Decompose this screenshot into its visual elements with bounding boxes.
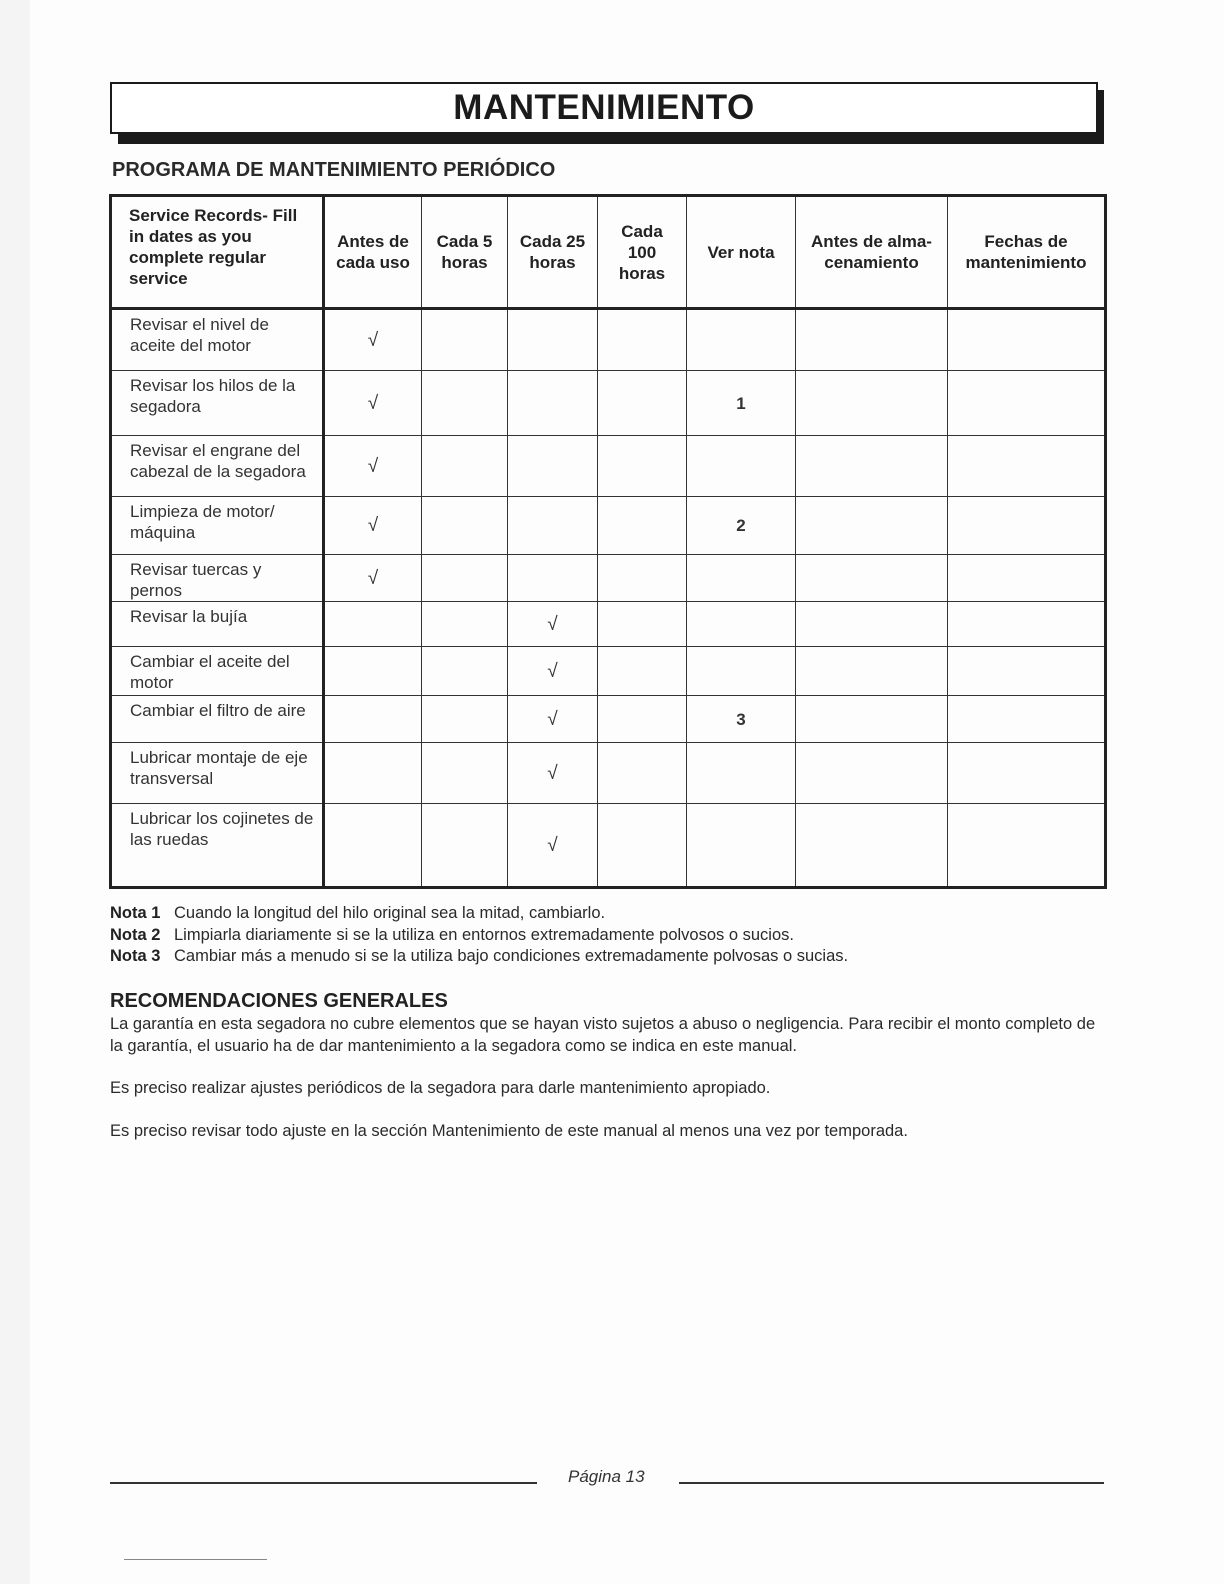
- date-entry-cell[interactable]: [948, 696, 1106, 743]
- task-cell: Cambiar el filtro de aire: [111, 696, 324, 743]
- table-row: [111, 743, 1106, 804]
- check-cell: [422, 743, 508, 804]
- check-cell: [598, 309, 687, 371]
- check-cell: [422, 555, 508, 602]
- table-row: [111, 436, 1106, 497]
- check-cell: [796, 371, 948, 436]
- task-cell: Lubricar los cojinetes de las ruedas: [111, 804, 324, 888]
- check-cell: √: [324, 371, 422, 436]
- check-cell: [796, 309, 948, 371]
- task-cell: Revisar la bujía: [111, 602, 324, 647]
- check-cell: [598, 555, 687, 602]
- recommendations-title: RECOMENDACIONES GENERALES: [110, 990, 448, 1012]
- task-cell: Revisar tuercas y pernos: [111, 555, 324, 602]
- header-antes-de-almacenamiento-label: Antes de alma- cenamiento: [811, 232, 932, 272]
- note-3-label: Nota 3: [110, 947, 161, 965]
- header-antes-de-cada-uso-label: Antes de cada uso: [336, 232, 410, 272]
- note-1: [110, 903, 848, 925]
- check-cell: [598, 602, 687, 647]
- note-1-label: Nota 1: [110, 904, 161, 922]
- check-cell: √: [324, 436, 422, 497]
- note-3-text: Cambiar más a menudo si se la utiliza bajo condiciones extremadamente polvosas o sucias.: [174, 947, 849, 965]
- table-row: [111, 371, 1106, 436]
- check-cell: [422, 436, 508, 497]
- task-cell: Limpieza de motor/ máquina: [111, 497, 324, 555]
- note-2-label: Nota 2: [110, 925, 161, 944]
- check-cell: [796, 497, 948, 555]
- note-ref-cell: [687, 804, 796, 888]
- check-cell: [598, 371, 687, 436]
- date-entry-cell[interactable]: [948, 436, 1106, 497]
- table-body: [111, 309, 1106, 888]
- check-cell: [508, 497, 598, 555]
- note-ref-cell: [687, 602, 796, 647]
- table-row: [111, 555, 1106, 602]
- check-cell: [796, 602, 948, 647]
- maintenance-schedule-table: [109, 194, 1107, 889]
- header-ver-nota: Ver nota: [687, 196, 796, 309]
- header-cada-5-horas-label: Cada 5 horas: [436, 232, 493, 272]
- date-entry-cell[interactable]: [948, 647, 1106, 696]
- header-service-records: Service Records- Fill in dates as you complete regular service: [111, 196, 324, 309]
- check-cell: [598, 436, 687, 497]
- table-row: [111, 309, 1106, 371]
- check-cell: √: [508, 696, 598, 743]
- check-cell: √: [508, 804, 598, 888]
- check-cell: [422, 804, 508, 888]
- table-row: [111, 804, 1106, 888]
- check-cell: [422, 309, 508, 371]
- check-cell: [422, 497, 508, 555]
- table-row: [111, 696, 1106, 743]
- check-cell: √: [324, 555, 422, 602]
- check-cell: [796, 647, 948, 696]
- check-cell: √: [508, 647, 598, 696]
- table-row: [111, 497, 1106, 555]
- task-cell: Lubricar montaje de eje transversal: [111, 743, 324, 804]
- date-entry-cell[interactable]: [948, 497, 1106, 555]
- section-title: PROGRAMA DE MANTENIMIENTO PERIÓDICO: [112, 159, 556, 181]
- recommendations-paragraph-1: La garantía en esta segadora no cubre elementos que se hayan visto sujetos a abuso o negligencia. Para recibir el monto completo de la garantía, el usuario ha de dar mantenimiento a la segadora como se indica en este manual.: [110, 1015, 1096, 1055]
- page-title: MANTENIMIENTO: [453, 88, 755, 127]
- check-cell: [598, 497, 687, 555]
- check-cell: [598, 804, 687, 888]
- date-entry-cell[interactable]: [948, 309, 1106, 371]
- header-cada-5-horas: [422, 196, 508, 309]
- table-row: [111, 602, 1106, 647]
- note-3: [110, 946, 848, 968]
- check-cell: √: [324, 309, 422, 371]
- check-cell: [324, 743, 422, 804]
- check-cell: [796, 804, 948, 888]
- note-ref-cell: [687, 743, 796, 804]
- check-cell: [324, 602, 422, 647]
- check-cell: [796, 696, 948, 743]
- date-entry-cell[interactable]: [948, 804, 1106, 888]
- task-cell: Cambiar el aceite del motor: [111, 647, 324, 696]
- table-header-row: [111, 196, 1106, 309]
- date-entry-cell[interactable]: [948, 555, 1106, 602]
- check-cell: √: [508, 602, 598, 647]
- header-antes-de-almacenamiento: [796, 196, 948, 309]
- check-cell: [796, 555, 948, 602]
- check-cell: [422, 371, 508, 436]
- footer-rule-left: [110, 1482, 537, 1484]
- header-fechas-de-mantenimiento-label: Fechas de mantenimiento: [965, 232, 1087, 272]
- check-cell: [598, 743, 687, 804]
- check-cell: [324, 696, 422, 743]
- check-cell: [508, 436, 598, 497]
- check-cell: [796, 743, 948, 804]
- date-entry-cell[interactable]: [948, 602, 1106, 647]
- header-cada-25-horas-label: Cada 25 horas: [519, 232, 586, 272]
- table-row: [111, 647, 1106, 696]
- footer-rule-right: [679, 1482, 1104, 1484]
- note-ref-cell: 1: [687, 371, 796, 436]
- header-cada-25-horas: [508, 196, 598, 309]
- check-cell: [508, 555, 598, 602]
- recommendations-paragraph-2: Es preciso realizar ajustes periódicos de la segadora para darle mantenimiento apropiado.: [110, 1079, 771, 1097]
- note-2: [110, 925, 848, 947]
- note-ref-cell: [687, 647, 796, 696]
- check-cell: [796, 436, 948, 497]
- date-entry-cell[interactable]: [948, 371, 1106, 436]
- note-1-text: Cuando la longitud del hilo original sea la mitad, cambiarlo.: [174, 904, 606, 922]
- page-number: Página 13: [568, 1467, 645, 1486]
- check-cell: [422, 696, 508, 743]
- header-cada-100-horas-label: Cada 100 horas: [618, 221, 666, 283]
- note-ref-cell: [687, 555, 796, 602]
- note-ref-cell: [687, 309, 796, 371]
- check-cell: [508, 309, 598, 371]
- note-ref-cell: [687, 436, 796, 497]
- check-cell: √: [508, 743, 598, 804]
- notes-list: [110, 903, 848, 968]
- note-2-text: Limpiarla diariamente si se la utiliza en entornos extremadamente polvosos o sucios.: [174, 925, 794, 944]
- check-cell: [598, 696, 687, 743]
- note-ref-cell: 3: [687, 696, 796, 743]
- header-antes-de-cada-uso: [324, 196, 422, 309]
- check-cell: [508, 371, 598, 436]
- check-cell: [598, 647, 687, 696]
- page-edge: [0, 0, 30, 1584]
- check-cell: [324, 804, 422, 888]
- check-cell: [324, 647, 422, 696]
- bottom-edge-mark: [124, 1559, 267, 1560]
- recommendations-paragraph-3: Es preciso revisar todo ajuste en la sección Mantenimiento de este manual al menos una vez por temporada.: [110, 1122, 908, 1140]
- date-entry-cell[interactable]: [948, 743, 1106, 804]
- task-cell: Revisar el engrane del cabezal de la segadora: [111, 436, 324, 497]
- task-cell: Revisar el nivel de aceite del motor: [111, 309, 324, 371]
- title-banner: [110, 82, 1098, 134]
- note-ref-cell: 2: [687, 497, 796, 555]
- header-cada-100-horas: [598, 196, 687, 309]
- header-fechas-de-mantenimiento: [948, 196, 1106, 309]
- check-cell: [422, 647, 508, 696]
- check-cell: [422, 602, 508, 647]
- check-cell: √: [324, 497, 422, 555]
- task-cell: Revisar los hilos de la segadora: [111, 371, 324, 436]
